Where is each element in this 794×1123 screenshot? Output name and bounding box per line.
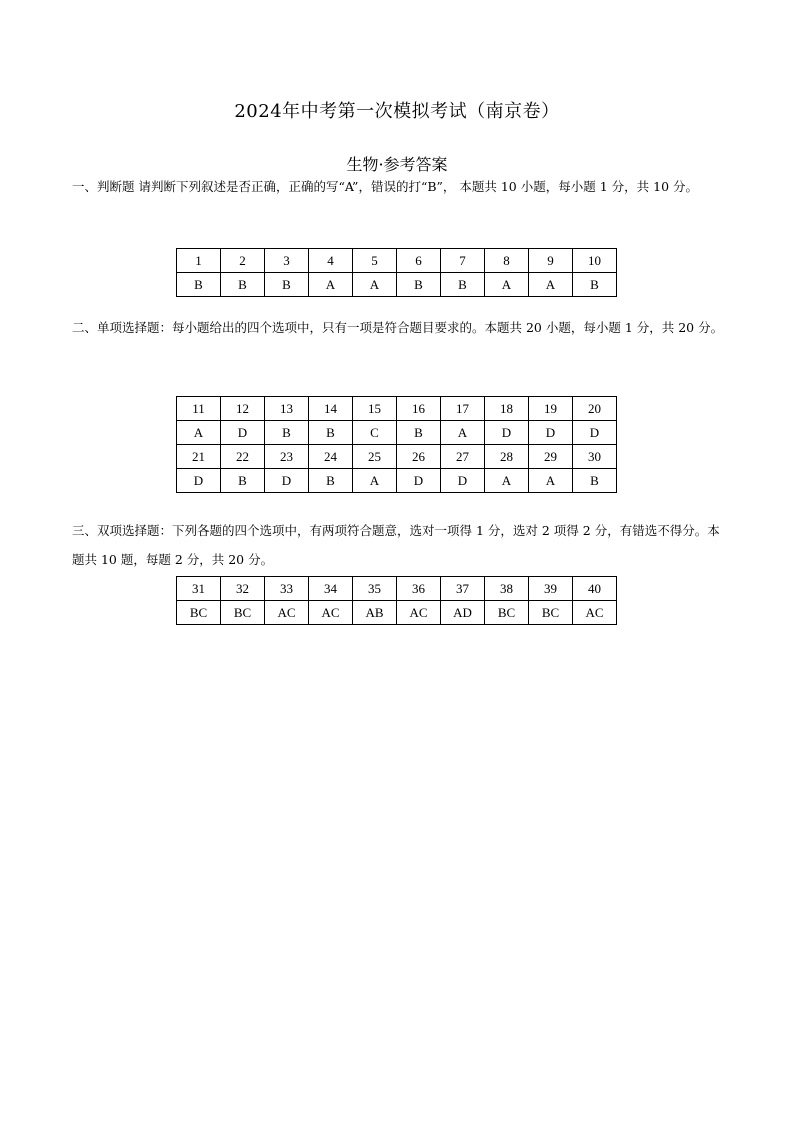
- section-3-answer-table: [176, 576, 617, 625]
- answer-cell: BC: [177, 601, 221, 625]
- question-number-cell: 39: [529, 577, 573, 601]
- answer-cell: BC: [221, 601, 265, 625]
- answer-cell: B: [265, 273, 309, 297]
- question-number-cell: 10: [573, 249, 617, 273]
- question-number-cell: 35: [353, 577, 397, 601]
- question-number-cell: 32: [221, 577, 265, 601]
- section-3-instructions: 三、双项选择题：下列各题的四个选项中，有两项符合题意，选对一项得 1 分，选对 2 项得 2 分，有错选不得分。本题共 10 题，每题 2 分，共 20 分。: [72, 523, 720, 567]
- question-number-cell: 23: [265, 445, 309, 469]
- question-number-cell: 17: [441, 397, 485, 421]
- question-number-cell: 7: [441, 249, 485, 273]
- answer-cell: AB: [353, 601, 397, 625]
- question-number-cell: 30: [573, 445, 617, 469]
- answer-cell: A: [353, 273, 397, 297]
- answer-cell: B: [397, 273, 441, 297]
- question-number-cell: 24: [309, 445, 353, 469]
- question-number-cell: 27: [441, 445, 485, 469]
- answer-cell: C: [353, 421, 397, 445]
- answer-cell: B: [265, 421, 309, 445]
- answer-cell: B: [573, 469, 617, 493]
- answer-cell: D: [221, 421, 265, 445]
- question-number-row: [177, 577, 617, 601]
- question-number-cell: 38: [485, 577, 529, 601]
- question-number-cell: 1: [177, 249, 221, 273]
- question-number-row: [177, 397, 617, 421]
- question-number-cell: 11: [177, 397, 221, 421]
- answer-cell: B: [397, 421, 441, 445]
- question-number-cell: 22: [221, 445, 265, 469]
- answer-cell: A: [441, 421, 485, 445]
- question-number-cell: 13: [265, 397, 309, 421]
- answer-row: [177, 421, 617, 445]
- section-2-instructions: 二、单项选择题：每小题给出的四个选项中，只有一项是符合题目要求的。本题共 20 小题，每小题 1 分，共 20 分。: [72, 320, 724, 335]
- answer-cell: B: [221, 273, 265, 297]
- question-number-cell: 14: [309, 397, 353, 421]
- question-number-cell: 15: [353, 397, 397, 421]
- answer-cell: AC: [309, 601, 353, 625]
- answer-cell: B: [221, 469, 265, 493]
- question-number-cell: 2: [221, 249, 265, 273]
- answer-cell: B: [309, 421, 353, 445]
- answer-row: [177, 601, 617, 625]
- page-subtitle: 生物·参考答案: [346, 155, 448, 174]
- answer-row: [177, 469, 617, 493]
- answer-cell: B: [441, 273, 485, 297]
- question-number-cell: 5: [353, 249, 397, 273]
- question-number-cell: 9: [529, 249, 573, 273]
- answer-cell: D: [397, 469, 441, 493]
- question-number-cell: 37: [441, 577, 485, 601]
- answer-cell: A: [529, 469, 573, 493]
- question-number-cell: 29: [529, 445, 573, 469]
- question-number-cell: 31: [177, 577, 221, 601]
- question-number-cell: 25: [353, 445, 397, 469]
- page-title: 2024年中考第一次模拟考试（南京卷）: [234, 101, 560, 122]
- answer-cell: B: [309, 469, 353, 493]
- section-1-answer-table: [176, 248, 617, 297]
- question-number-cell: 21: [177, 445, 221, 469]
- question-number-cell: 18: [485, 397, 529, 421]
- question-number-cell: 6: [397, 249, 441, 273]
- question-number-cell: 33: [265, 577, 309, 601]
- question-number-cell: 3: [265, 249, 309, 273]
- question-number-row: [177, 445, 617, 469]
- answer-cell: B: [573, 273, 617, 297]
- answer-row: [177, 273, 617, 297]
- answer-cell: BC: [529, 601, 573, 625]
- answer-cell: A: [485, 469, 529, 493]
- answer-cell: AC: [265, 601, 309, 625]
- answer-cell: D: [177, 469, 221, 493]
- section-1-instructions: 一、判断题 请判断下列叙述是否正确，正确的写“A”，错误的打“B”， 本题共 10 小题，每小题 1 分，共 10 分。: [72, 179, 698, 194]
- answer-cell: D: [529, 421, 573, 445]
- answer-cell: A: [309, 273, 353, 297]
- answer-cell: D: [441, 469, 485, 493]
- answer-cell: A: [177, 421, 221, 445]
- question-number-cell: 12: [221, 397, 265, 421]
- question-number-cell: 16: [397, 397, 441, 421]
- answer-cell: AC: [573, 601, 617, 625]
- question-number-cell: 26: [397, 445, 441, 469]
- question-number-cell: 28: [485, 445, 529, 469]
- question-number-cell: 8: [485, 249, 529, 273]
- question-number-cell: 34: [309, 577, 353, 601]
- question-number-cell: 40: [573, 577, 617, 601]
- answer-cell: D: [573, 421, 617, 445]
- question-number-cell: 20: [573, 397, 617, 421]
- question-number-cell: 36: [397, 577, 441, 601]
- answer-cell: D: [265, 469, 309, 493]
- answer-cell: A: [353, 469, 397, 493]
- answer-cell: A: [529, 273, 573, 297]
- answer-cell: BC: [485, 601, 529, 625]
- answer-cell: AD: [441, 601, 485, 625]
- question-number-row: [177, 249, 617, 273]
- answer-cell: AC: [397, 601, 441, 625]
- question-number-cell: 4: [309, 249, 353, 273]
- answer-cell: D: [485, 421, 529, 445]
- question-number-cell: 19: [529, 397, 573, 421]
- answer-cell: B: [177, 273, 221, 297]
- section-2-answer-table: [176, 396, 617, 493]
- answer-cell: A: [485, 273, 529, 297]
